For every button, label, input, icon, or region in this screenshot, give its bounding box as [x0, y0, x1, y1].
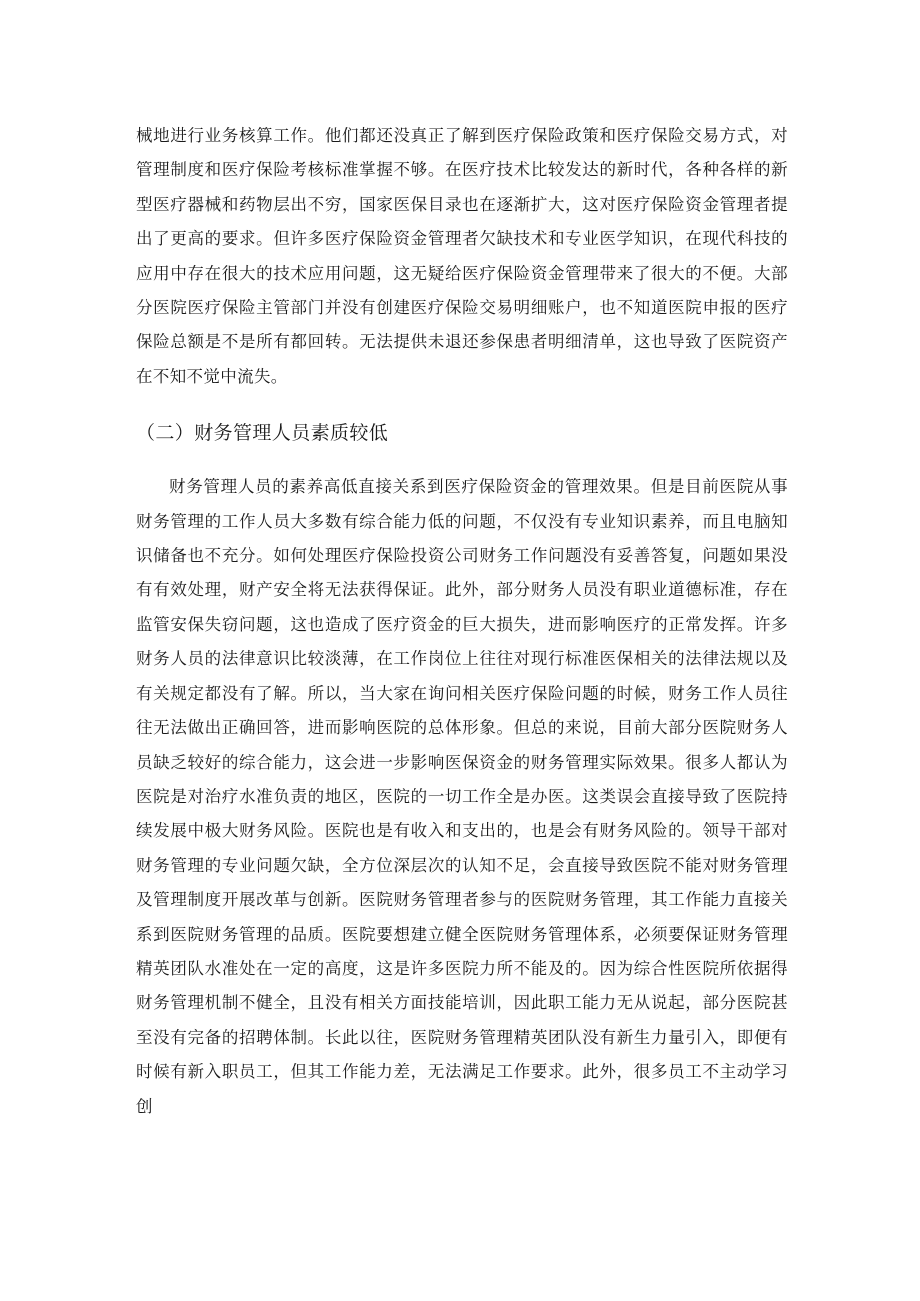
paragraph-body: 财务管理人员的素养高低直接关系到医疗保险资金的管理效果。但是目前医院从事财务管理的工作人员大多数有综合能力低的问题，不仅没有专业知识素养，而且电脑知识储备也不充分。如何处理医疗保险投资公司财务工作问题没有妥善答复，问题如果没有有效处理，财产安全将无法获得保证。此外，部分财务人员没有职业道德标准，存在监管安保失窃问题，这也造成了医疗资金的巨大损失，进而影响医疗的正常发挥。许多财务人员的法律意识比较淡薄，在工作岗位上往往对现行标准医保相关的法律法规以及有关规定都没有了解。所以，当大家在询问相关医疗保险问题的时候，财务工作人员往往无法做出正确回答，进而影响医院的总体形象。但总的来说，目前大部分医院财务人员缺乏较好的综合能力，这会进一步影响医保资金的财务管理实际效果。很多人都认为医院是对治疗水准负责的地区，医院的一切工作全是办医。这类误会直接导致了医院持续发展中极大财务风险。医院也是有收入和支出的，也是会有财务风险的。领导干部对财务管理的专业问题欠缺，全方位深层次的认知不足，会直接导致医院不能对财务管理及管理制度开展改革与创新。医院财务管理者参与的医院财务管理，其工作能力直接关系到医院财务管理的品质。医院要想建立健全医院财务管理体系，必须要保证财务管理精英团队水准处在一定的高度，这是许多医院力所不能及的。因为综合性医院所依据得财务管理机制不健全，且没有相关方面技能培训，因此职工能力无从说起，部分医院甚至没有完备的招聘体制。长此以往，医院财务管理精英团队没有新生力量引入，即便有时候有新入职员工，但其工作能力差，无法满足工作要求。此外，很多员工不主动学习创	[136, 477, 788, 1116]
paragraph-continuation: 械地进行业务核算工作。他们都还没真正了解到医疗保险政策和医疗保险交易方式，对管理制度和医疗保险考核标准掌握不够。在医疗技术比较发达的新时代，各种各样的新型医疗器械和药物层出不穷，国家医保目录也在逐渐扩大，这对医疗保险资金管理者提出了更高的要求。但许多医疗保险资金管理者欠缺技术和专业医学知识，在现代科技的应用中存在很大的技术应用问题，这无疑给医疗保险资金管理带来了很大的不便。大部分医院医疗保险主管部门并没有创建医疗保险交易明细账户，也不知道医院申报的医疗保险总额是不是所有都回转。无法提供未退还参保患者明细清单，这也导致了医院资产在不知不觉中流失。	[136, 126, 788, 386]
section-heading: （二）财务管理人员素质较低	[136, 422, 389, 445]
document-body	[136, 119, 788, 1124]
